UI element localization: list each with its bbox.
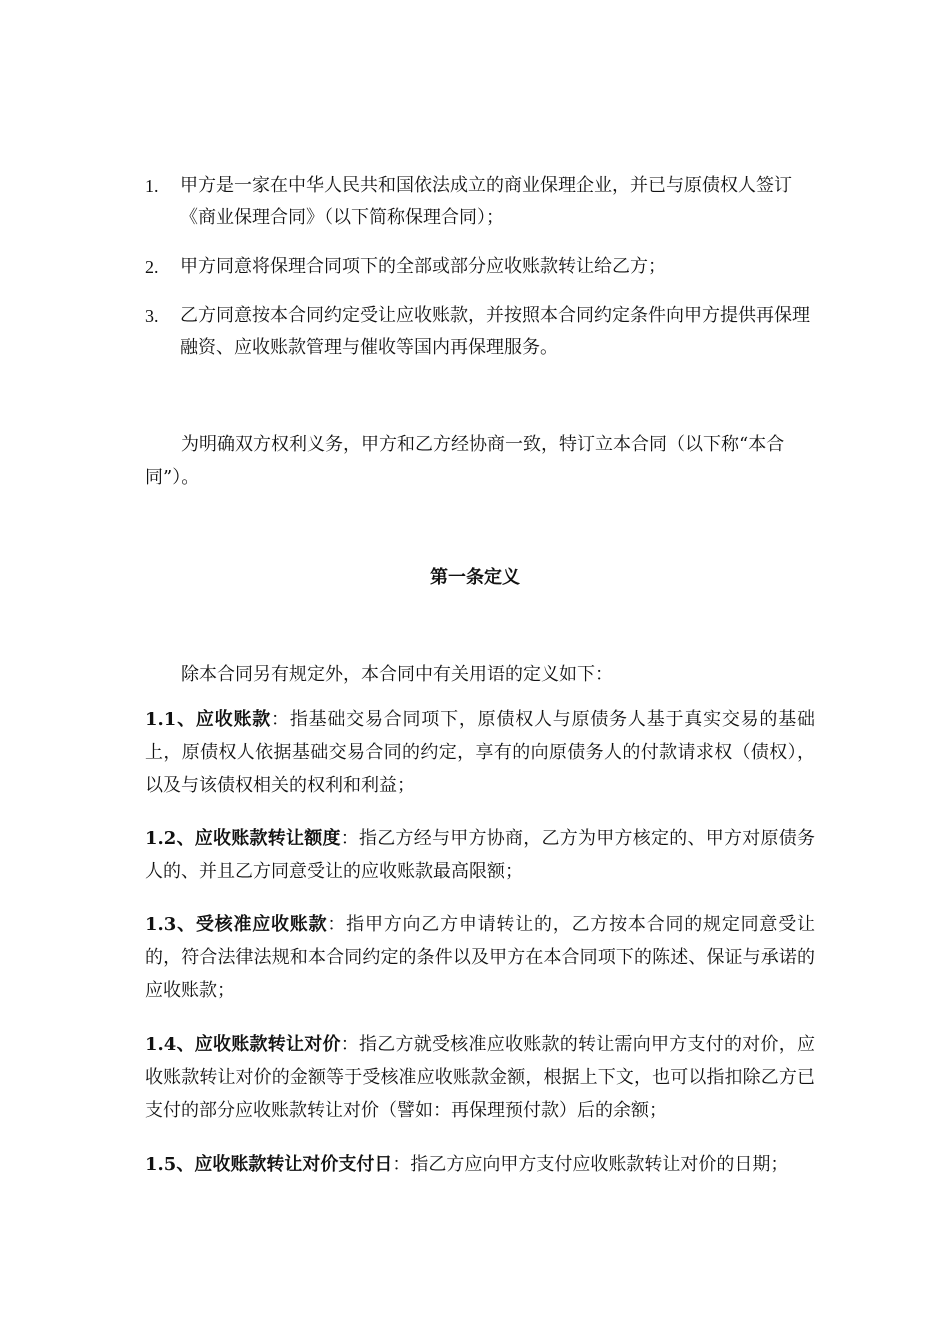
definition-item [145,822,815,888]
definition-term: 1.4、应收账款转让对价 [145,1034,341,1055]
recitals-list [145,170,825,381]
list-text: 甲方同意将保理合同项下的全部或部分应收账款转让给乙方； [180,256,666,277]
definitions-intro: 除本合同另有规定外，本合同中有关用语的定义如下： [181,664,613,685]
definition-text: ：指基础交易合同项下，原债权人与原债务人基于真实交易的基础上，原债权人依据基础交易合同的约定，享有的向原债务人的付款请求权（债权），以及与该债权相关的权利和利益； [145,709,815,796]
definition-item [145,1148,815,1181]
list-number: 3. [145,306,159,326]
list-number: 1. [145,176,159,196]
list-item [145,300,825,364]
definition-term: 1.3、受核准应收账款 [145,914,328,935]
list-item [145,251,825,283]
definition-item [145,908,815,1007]
definition-text: ：指甲方向乙方申请转让的，乙方按本合同的规定同意受让的，符合法律法规和本合同约定的条件以及甲方在本合同项下的陈述、保证与承诺的应收账款； [145,914,815,1001]
list-text: 甲方是一家在中华人民共和国依法成立的商业保理企业，并已与原债权人签订《商业保理合同》（以下简称保理合同）； [180,175,792,228]
list-text: 乙方同意按本合同约定受让应收账款，并按照本合同约定条件向甲方提供再保理融资、应收账款管理与催收等国内再保理服务。 [180,305,810,358]
article-title: 第一条定义 [430,567,520,588]
definition-text: ：指乙方就受核准应收账款的转让需向甲方支付的对价，应收账款转让对价的金额等于受核准应收账款金额，根据上下文，也可以指扣除乙方已支付的部分应收账款转让对价（譬如：再保理预付款）后的余额； [145,1034,815,1121]
definition-term: 1.1、应收账款 [145,709,272,730]
list-number: 2. [145,257,159,277]
list-item [145,170,825,234]
definition-term: 1.5、应收账款转让对价支付日 [145,1154,393,1175]
definition-item [145,1028,815,1127]
definition-text: ：指乙方经与甲方协商，乙方为甲方核定的、甲方对原债务人的、并且乙方同意受让的应收账款最高限额； [145,828,815,882]
definition-text: ：指乙方应向甲方支付应收账款转让对价的日期； [392,1154,789,1175]
definition-item [145,703,815,802]
definition-term: 1.2、应收账款转让额度 [145,828,341,849]
purpose-paragraph: 为明确双方权利义务，甲方和乙方经协商一致，特订立本合同（以下称“本合同”）。 [145,434,785,488]
